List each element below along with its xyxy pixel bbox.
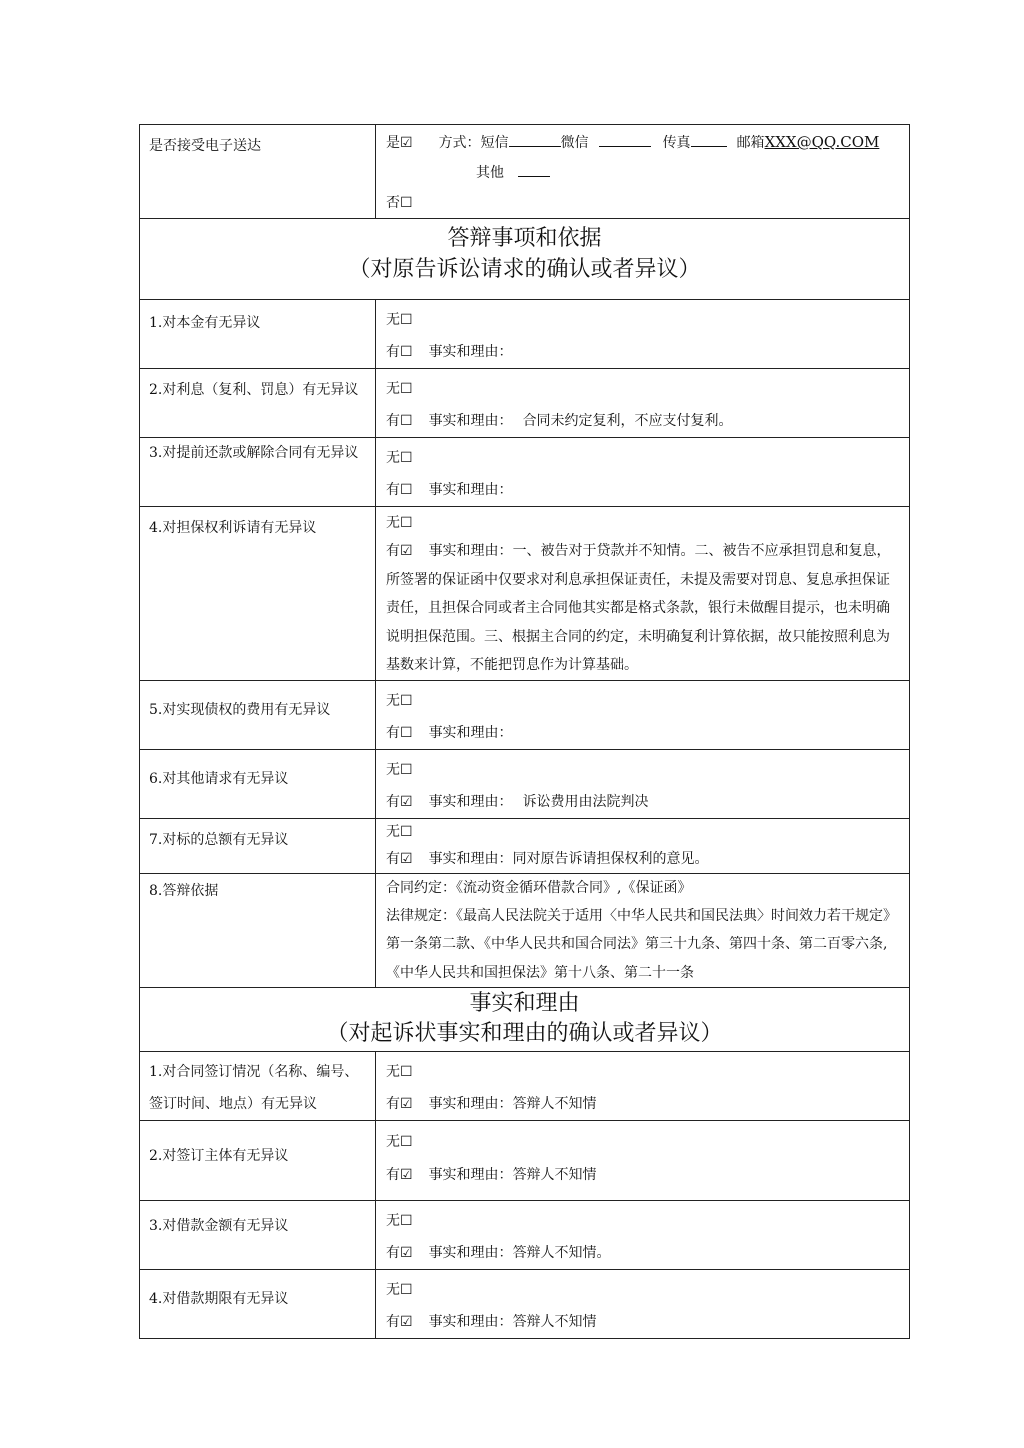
table-row <box>140 1052 910 1121</box>
row-label: 4.对借款期限有无异议 <box>140 1270 376 1339</box>
has-checkbox[interactable]: 有☐ <box>386 344 413 360</box>
row-label: 1.对合同签订情况（名称、编号、签订时间、地点）有无异议 <box>140 1052 376 1121</box>
has-checkbox[interactable]: 有☐ <box>386 724 413 741</box>
reason-label: 事实和理由： <box>428 793 513 810</box>
reason-text: 答辩人不知情 <box>512 1314 597 1330</box>
accept-no-checkbox[interactable]: 否☐ <box>386 195 413 211</box>
wechat-label: 微信 <box>560 135 589 151</box>
table-row <box>140 1121 910 1201</box>
has-checkbox[interactable]: 有☑ <box>386 1096 413 1112</box>
other-blank[interactable] <box>518 160 550 177</box>
reason-text: 答辩人不知情。 <box>512 1245 611 1261</box>
form-table <box>139 124 910 1339</box>
reason-text: 一、被告对于贷款并不知情。二、被告不应承担罚息和复息，所签署的保证函中仅要求对利息承担保证责任，未提及需要对罚息、复息承担保证责任，且担保合同或者主合同他其实都是格式条款，银行未做醒目提示，也未明确说明担保范围。三、根据主合同的约定，未明确复利计算依据，故只能按照利息为基数来计算，不能把罚息作为计算基础。 <box>386 543 891 673</box>
none-checkbox[interactable]: 无☐ <box>386 450 413 466</box>
table-row <box>140 438 910 507</box>
table-row-basis <box>140 873 910 988</box>
none-checkbox[interactable]: 无☐ <box>386 1213 413 1229</box>
row-label: 1.对本金有无异议 <box>140 300 376 369</box>
none-checkbox[interactable]: 无☐ <box>386 692 413 709</box>
sms-blank[interactable] <box>509 130 561 147</box>
none-checkbox[interactable]: 无☐ <box>386 515 413 531</box>
none-checkbox[interactable]: 无☐ <box>386 1064 413 1080</box>
has-checkbox[interactable]: 有☑ <box>386 1314 413 1330</box>
reason-label: 事实和理由： <box>428 1245 513 1261</box>
table-row <box>140 300 910 369</box>
reason-text: 合同未约定复利，不应支付复利。 <box>522 413 733 429</box>
none-checkbox[interactable]: 无☐ <box>386 312 413 328</box>
basis-law: 法律规定：《最高人民法院关于适用〈中华人民共和国民法典〉时间效力若干规定》第一条第二款、《中华人民共和国合同法》第三十九条、第四十条、第二百零六条,《中华人民共和国担保法》第十八条、第二十一条 <box>386 907 897 981</box>
section2-subtitle: （对起诉状事实和理由的确认或者异议） <box>326 1021 723 1046</box>
table-row <box>140 507 910 681</box>
row-label: 2.对签订主体有无异议 <box>140 1121 376 1201</box>
section1-header-row <box>140 219 910 300</box>
none-checkbox[interactable]: 无☐ <box>386 381 413 397</box>
none-checkbox[interactable]: 无☐ <box>386 1282 413 1298</box>
table-row <box>140 1270 910 1339</box>
has-checkbox[interactable]: 有☐ <box>386 413 413 429</box>
electronic-service-label: 是否接受电子送达 <box>140 125 376 219</box>
section1-title: 答辩事项和依据 <box>447 226 602 251</box>
has-checkbox[interactable]: 有☑ <box>386 793 413 810</box>
table-row <box>140 818 910 873</box>
table-row <box>140 369 910 438</box>
none-checkbox[interactable]: 无☐ <box>386 761 413 778</box>
none-checkbox[interactable]: 无☐ <box>386 1134 413 1150</box>
row-label: 5.对实现债权的费用有无异议 <box>140 680 376 749</box>
row-electronic-service <box>140 125 910 219</box>
reason-label: 事实和理由： <box>428 1167 513 1183</box>
reason-label: 事实和理由： <box>428 344 513 360</box>
reason-label: 事实和理由： <box>428 543 513 559</box>
reason-label: 事实和理由： <box>428 413 513 429</box>
fax-blank[interactable] <box>691 130 727 147</box>
sms-label: 短信 <box>480 135 509 151</box>
basis-contract: 合同约定：《流动资金循环借款合同》,《保证函》 <box>386 879 692 896</box>
reason-text: 同对原告诉请担保权利的意见。 <box>512 850 709 867</box>
row-label: 3.对提前还款或解除合同有无异议 <box>140 438 376 507</box>
has-checkbox[interactable]: 有☑ <box>386 1245 413 1261</box>
wechat-blank[interactable] <box>599 130 651 147</box>
defense-form <box>139 124 909 1339</box>
table-row <box>140 1201 910 1270</box>
has-checkbox[interactable]: 有☑ <box>386 850 413 867</box>
row-label: 2.对利息（复利、罚息）有无异议 <box>140 369 376 438</box>
table-row <box>140 680 910 749</box>
fax-label: 传真 <box>662 135 691 151</box>
accept-yes-checkbox[interactable]: 是☑ <box>386 135 413 151</box>
table-row <box>140 749 910 818</box>
row-label: 6.对其他请求有无异议 <box>140 749 376 818</box>
has-checkbox[interactable]: 有☑ <box>386 1167 413 1183</box>
has-checkbox[interactable]: 有☐ <box>386 482 413 498</box>
none-checkbox[interactable]: 无☐ <box>386 823 413 840</box>
reason-text: 答辩人不知情 <box>512 1167 597 1183</box>
reason-text: 答辩人不知情 <box>512 1096 597 1112</box>
reason-label: 事实和理由： <box>428 724 513 741</box>
basis-label: 8.答辩依据 <box>140 873 376 988</box>
row-label: 7.对标的总额有无异议 <box>140 818 376 873</box>
other-label: 其他 <box>476 165 504 181</box>
reason-text: 诉讼费用由法院判决 <box>522 793 649 810</box>
row-label: 3.对借款金额有无异议 <box>140 1201 376 1270</box>
row-label: 4.对担保权利诉请有无异议 <box>140 507 376 681</box>
email-value[interactable]: XXX@QQ.COM <box>764 133 880 151</box>
section2-header-row <box>140 988 910 1052</box>
reason-label: 事实和理由： <box>428 850 513 867</box>
method-label: 方式： <box>438 135 481 151</box>
section2-title: 事实和理由 <box>469 991 580 1016</box>
reason-label: 事实和理由： <box>428 482 513 498</box>
reason-label: 事实和理由： <box>428 1314 513 1330</box>
email-label: 邮箱 <box>736 135 765 151</box>
reason-label: 事实和理由： <box>428 1096 513 1112</box>
section1-subtitle: （对原告诉讼请求的确认或者异议） <box>348 257 701 282</box>
has-checkbox[interactable]: 有☑ <box>386 543 413 559</box>
